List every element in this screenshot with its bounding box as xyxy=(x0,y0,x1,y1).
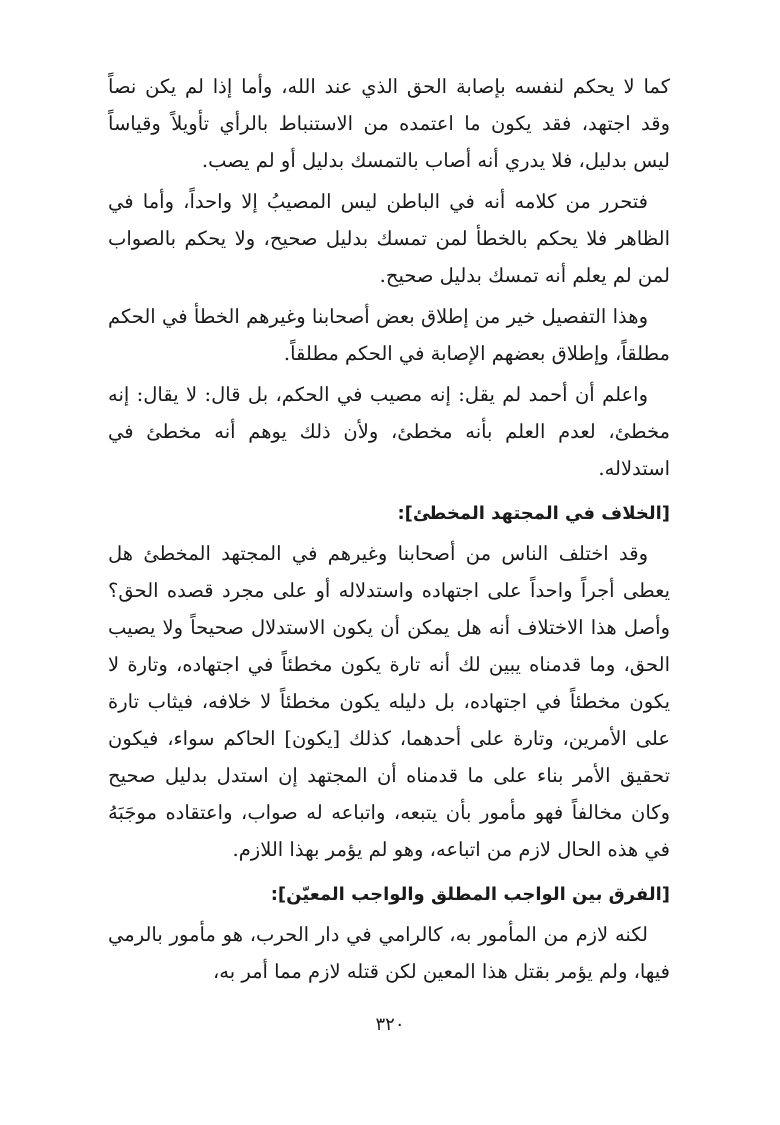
paragraph-6: لكنه لازم من المأمور به، كالرامي في دار الحرب، هو مأمور بالرمي فيها، ولم يؤمر بقتل هذا المعين لكن قتله لازم مما أمر به، xyxy=(108,923,670,983)
paragraph-2: فتحرر من كلامه أنه في الباطن ليس المصيبُ إلا واحداً، وأما في الظاهر فلا يحكم بالخطأ لمن تمسك بدليل صحيح، ولا يحكم بالصواب لمن لم يعلم أنه تمسك بدليل صحيح. xyxy=(108,190,670,287)
paragraph-3: وهذا التفصيل خير من إطلاق بعض أصحابنا وغيرهم الخطأ في الحكم مطلقاً، وإطلاق بعضهم الإصابة في الحكم مطلقاً. xyxy=(108,305,670,365)
section-heading-mistaken-mujtahid: [الخلاف في المجتهد المخطئ]: xyxy=(397,503,670,524)
paragraph-5: وقد اختلف الناس من أصحابنا وغيرهم في المجتهد المخطئ هل يعطى أجراً واحداً على اجتهاده واستدلاله أو على مجرد قصده الحق؟ وأصل هذا الاختلاف أنه هل يمكن أن يكون الاستدلال صحيحاً ولا يصيب الحق، وما قدمناه يبين لك أنه تارة يكون مخطئاً في اجتهاده، وتارة لا يكون مخطئاً في اجتهاده، بل دليله يكون مخطئاً لا خلافه، فيثاب تارة على الأمرين، وتارة على أحدهما، كذلك [يكون] الحاكم سواء، فيكون تحقيق الأمر بناء على ما قدمناه أن المجتهد إن استدل بدليل صحيح وكان مخالفاً فهو مأمور بأن يتبعه، واتباعه له صواب، واعتقاده موجَبَهُ في هذه الحال لازم من اتباعه، وهو لم يؤمر بهذا اللازم. xyxy=(108,542,670,861)
paragraph-4: واعلم أن أحمد لم يقل: إنه مصيب في الحكم، بل قال: لا يقال: إنه مخطئ، لعدم العلم بأنه مخطئ، ولأن ذلك يوهم أنه مخطئ في استدلاله. xyxy=(108,383,670,480)
page-body xyxy=(108,68,670,994)
page-number: ٣٢٠ xyxy=(375,1014,405,1035)
paragraph-1: كما لا يحكم لنفسه بإصابة الحق الذي عند الله، وأما إذا لم يكن نصاً وقد اجتهد، فقد يكون ما اعتمده من الاستنباط بالرأي تأويلاً وقياساً ليس بدليل، فلا يدري أنه أصاب بالتمسك بدليل أو لم يصب. xyxy=(108,75,670,172)
section-heading-obligation-difference: [الفرق بين الواجب المطلق والواجب المعيّن]: xyxy=(270,884,670,905)
